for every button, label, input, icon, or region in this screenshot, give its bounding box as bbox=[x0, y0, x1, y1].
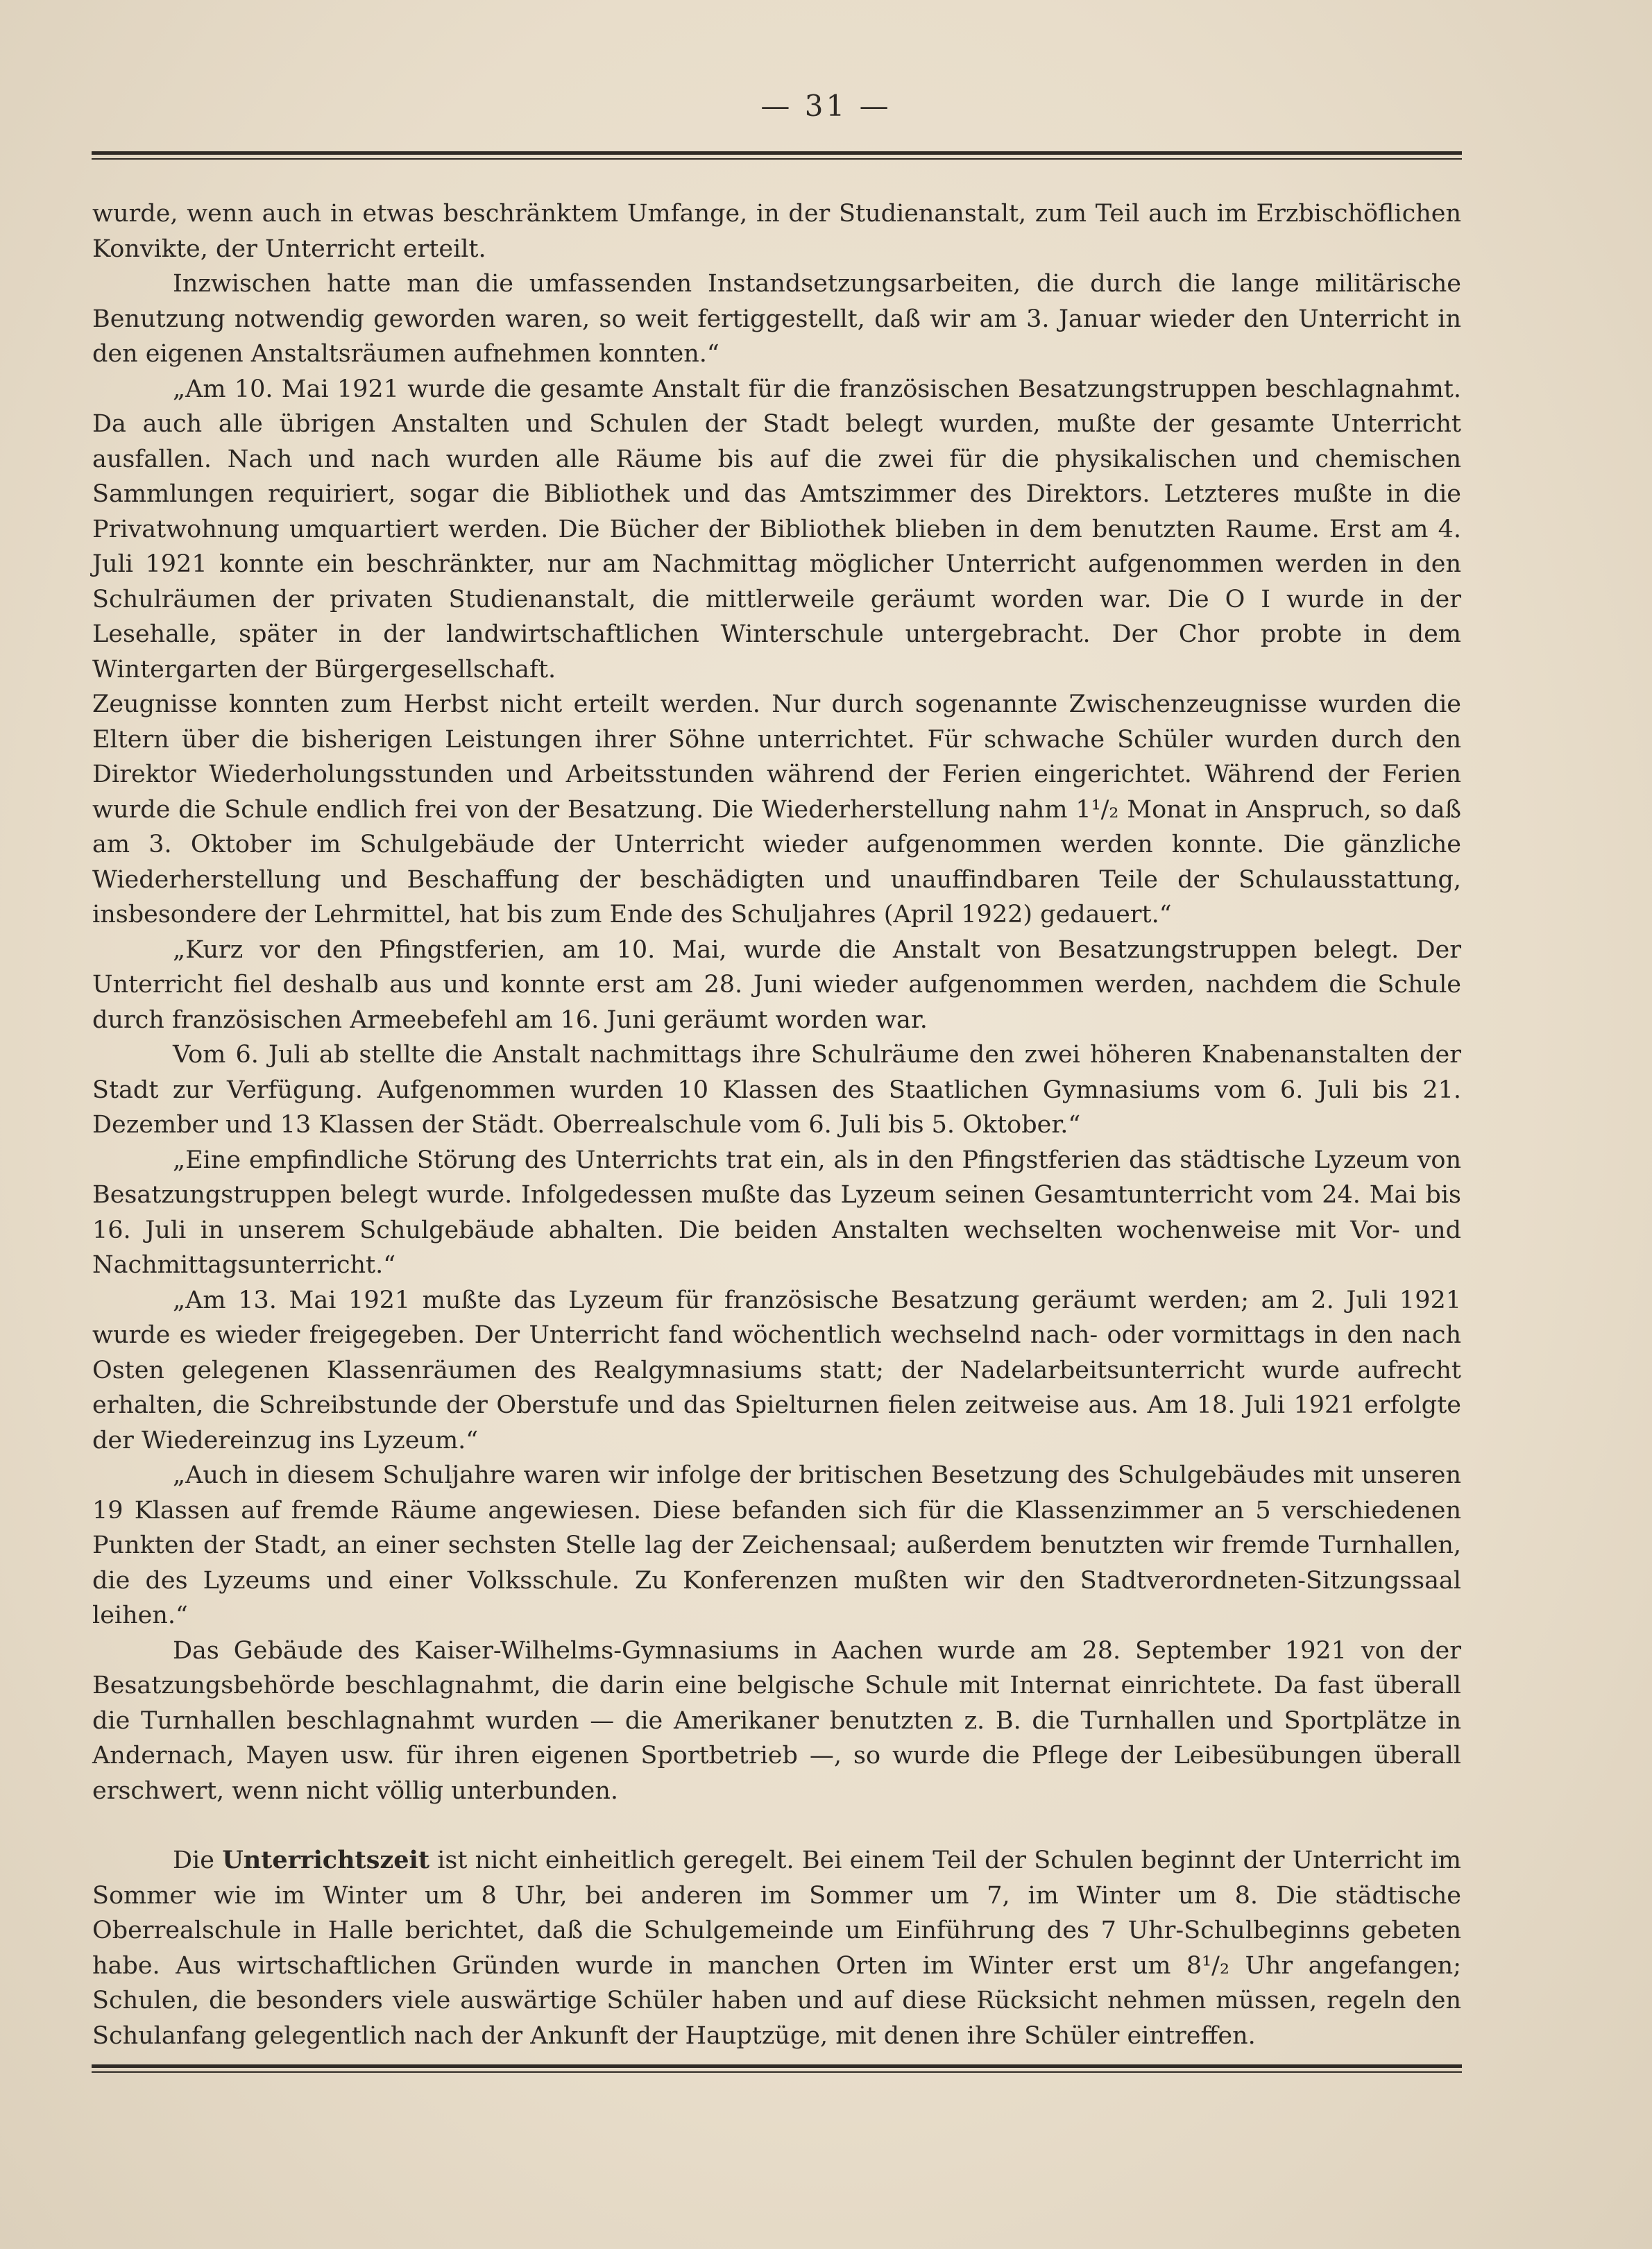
body-text bbox=[92, 196, 1461, 2053]
header-rule bbox=[92, 151, 1462, 160]
bold-term: Unterrichtszeit bbox=[222, 1846, 430, 1874]
paragraph: Inzwischen hatte man die umfassenden Instandsetzungsarbeiten, die durch die lange militärische Benutzung notwendig geworden waren, so weit fertiggestellt, daß wir am 3. Januar wieder den Unterricht in den eigenen Anstaltsräumen aufnehmen konnten.“ bbox=[92, 270, 1461, 368]
paragraph: Vom 6. Juli ab stellte die Anstalt nachmittags ihre Schulräume den zwei höheren Knabenanstalten der Stadt zur Verfügung. Aufgenommen wurden 10 Klassen des Staatlichen Gymnasiums vom 6. Juli bis 21. Dezember und 13 Klassen der Städt. Oberrealschule vom 6. Juli bis 5. Oktober.“ bbox=[92, 1041, 1461, 1139]
page-number: — 31 — bbox=[760, 89, 892, 123]
paragraph-rest: ist nicht einheitlich geregelt. Bei einem Teil der Schulen beginnt der Unterricht im Sommer wie im Winter um 8 Uhr, bei anderen im Sommer um 7, im Winter um 8. Die städtische Oberrealschule in Halle berichtet, daß die Schulgemeinde um Einführung des 7 Uhr-Schulbeginns gebeten habe. Aus wirtschaftlichen Gründen wurde in manchen Orten im Winter erst um 8¹/₂ Uhr angefangen; Schulen, die besonders viele auswärtige Schüler haben und auf diese Rücksicht nehmen müssen, regeln den Schulanfang gelegentlich nach der Ankunft der Hauptzüge, mit denen ihre Schüler eintreffen. bbox=[92, 1847, 1461, 2050]
paragraph-lead: Die bbox=[173, 1847, 223, 1874]
paragraph: „Kurz vor den Pfingstferien, am 10. Mai, wurde die Anstalt von Besatzungstruppen belegt. Der Unterricht fiel deshalb aus und konnte erst am 28. Juni wieder aufgenommen werden, nachdem die Schule durch französischen Armeebefehl am 16. Juni geräumt worden war. bbox=[92, 935, 1461, 1034]
paragraph: „Eine empfindliche Störung des Unterrichts trat ein, als in den Pfingstferien das städtische Lyzeum von Besatzungstruppen belegt wurde. Infolgedessen mußte das Lyzeum seinen Gesamtunterricht vom 24. Mai bis 16. Juli in unserem Schulgebäude abhalten. Die beiden Anstalten wechselten wochenweise mit Vor- und Nachmittagsunterricht.“ bbox=[92, 1146, 1461, 1279]
paragraph: „Auch in diesem Schuljahre waren wir infolge der britischen Besetzung des Schulgebäudes mit unseren 19 Klassen auf fremde Räume angewiesen. Diese befanden sich für die Klassenzimmer an 5 verschiedenen Punkten der Stadt, an einer sechsten Stelle lag der Zeichensaal; außerdem benutzten wir fremde Turnhallen, die des Lyzeums und einer Volksschule. Zu Konferenzen mußten wir den Stadtverordneten-Sitzungssaal leihen.“ bbox=[92, 1461, 1461, 1629]
footer-rule bbox=[92, 2064, 1462, 2073]
paragraph: Zeugnisse konnten zum Herbst nicht erteilt werden. Nur durch sogenannte Zwischenzeugnisse wurden die Eltern über die bisherigen Leistungen ihrer Söhne unterrichtet. Für schwache Schüler wurden durch den Direktor Wiederholungsstunden und Arbeitsstunden während der Ferien eingerichtet. Während der Ferien wurde die Schule endlich frei von der Besatzung. Die Wiederherstellung nahm 1¹/₂ Monat in Anspruch, so daß am 3. Oktober im Schulgebäude der Unterricht wieder aufgenommen werden konnte. Die gänzliche Wiederherstellung und Beschaffung der beschädigten und unauffindbaren Teile der Schulausstattung, insbesondere der Lehrmittel, hat bis zum Ende des Schuljahres (April 1922) gedauert.“ bbox=[92, 690, 1461, 928]
paragraph: wurde, wenn auch in etwas beschränktem Umfange, in der Studienanstalt, zum Teil auch im Erzbischöflichen Konvikte, der Unterricht erteilt. bbox=[92, 200, 1461, 263]
paragraph: „Am 13. Mai 1921 mußte das Lyzeum für französische Besatzung geräumt werden; am 2. Juli 1921 wurde es wieder freigegeben. Der Unterricht fand wöchentlich wechselnd nach- oder vormittags in den nach Osten gelegenen Klassenräumen des Realgymnasiums statt; der Nadelarbeitsunterricht wurde aufrecht erhalten, die Schreibstunde der Oberstufe und das Spielturnen fielen zeitweise aus. Am 18. Juli 1921 erfolgte der Wiedereinzug ins Lyzeum.“ bbox=[92, 1286, 1461, 1454]
paragraph-unterrichtszeit bbox=[92, 1843, 1461, 2053]
paragraph: „Am 10. Mai 1921 wurde die gesamte Anstalt für die französischen Besatzungstruppen beschlagnahmt. Da auch alle übrigen Anstalten und Schulen der Stadt belegt wurden, mußte der gesamte Unterricht ausfallen. Nach und nach wurden alle Räume bis auf die zwei für die physikalischen und chemischen Sammlungen requiriert, sogar die Bibliothek und das Amtszimmer des Direktors. Letzteres mußte in die Privatwohnung umquartiert werden. Die Bücher der Bibliothek blieben in dem benutzten Raume. Erst am 4. Juli 1921 konnte ein beschränkter, nur am Nachmittag möglicher Unterricht aufgenommen werden in den Schulräumen der privaten Studienanstalt, die mittlerweile geräumt worden war. Die O I wurde in der Lesehalle, später in der landwirtschaftlichen Winterschule untergebracht. Der Chor probte in dem Wintergarten der Bürgergesellschaft. bbox=[92, 375, 1461, 684]
paragraph: Das Gebäude des Kaiser-Wilhelms-Gymnasiums in Aachen wurde am 28. September 1921 von der Besatzungsbehörde beschlagnahmt, die darin eine belgische Schule mit Internat einrichtete. Da fast überall die Turnhallen beschlagnahmt wurden — die Amerikaner benutzten z. B. die Turnhallen und Sportplätze in Andernach, Mayen usw. für ihren eigenen Sportbetrieb —, so wurde die Pflege der Leibesübungen überall erschwert, wenn nicht völlig unterbunden. bbox=[92, 1636, 1461, 1805]
